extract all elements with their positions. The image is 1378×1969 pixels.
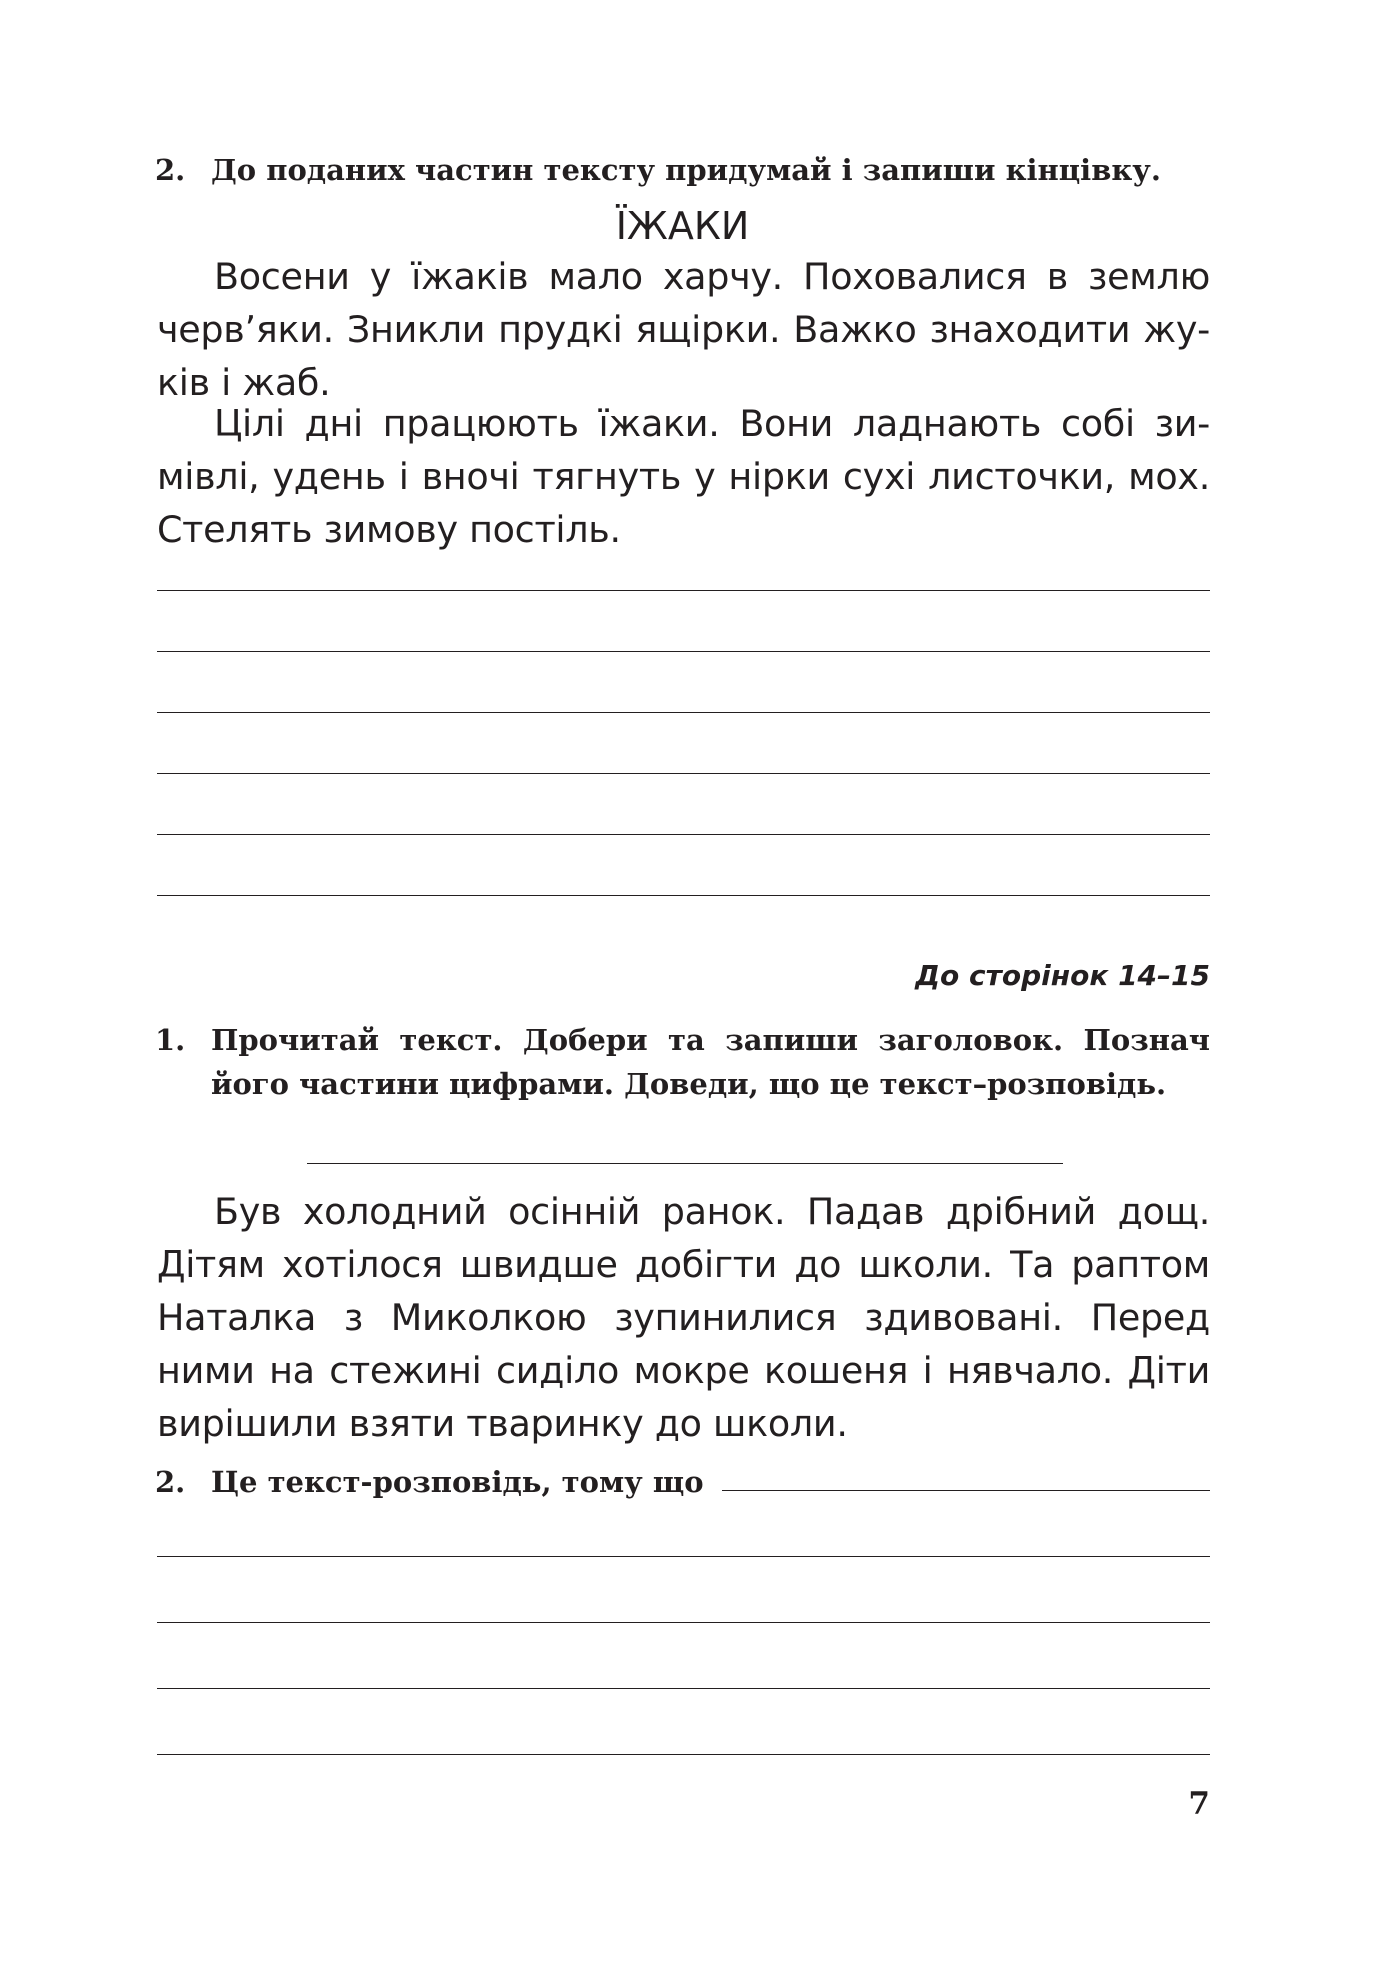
story-paragraph-3: [157, 1185, 1210, 1450]
text-line: ків і жаб.: [157, 361, 331, 404]
task-text: Це текст-розповідь, тому що: [211, 1465, 704, 1499]
task-text: Прочитай текст. Добери та запиши заголовок. Познач його частини цифрами. Доведи, що це текст–розповідь.: [211, 1023, 1210, 1101]
text-line: мівлі, удень і вночі тягнуть у нірки сухі листочки, мох.: [157, 455, 1210, 498]
text-line: Дітям хотілося швидше добігти до школи. Та раптом: [157, 1243, 1210, 1286]
task-text: До поданих частин тексту придумай і запиши кінцівку.: [211, 153, 1161, 187]
answer-line[interactable]: [157, 1754, 1210, 1755]
answer-line[interactable]: [157, 834, 1210, 835]
text-line: черв’яки. Зникли прудкі ящірки. Важко знаходити жу-: [157, 308, 1210, 351]
title-answer-line[interactable]: [307, 1163, 1063, 1164]
text-line: Восени у їжаків мало харчу. Поховалися в землю: [214, 255, 1210, 298]
answer-line[interactable]: [157, 651, 1210, 652]
story-title: ЇЖАКИ: [615, 204, 750, 248]
page-reference: До сторінок 14–15: [915, 959, 1210, 992]
text-line: Цілі дні працюють їжаки. Вони ладнають собі зи-: [214, 402, 1210, 445]
story-paragraph-2: [157, 397, 1210, 556]
answer-line[interactable]: [157, 1556, 1210, 1557]
text-line: Наталка з Миколкою зупинилися здивовані. Перед: [157, 1296, 1210, 1339]
task-number: 2.: [155, 1465, 186, 1499]
text-line: ними на стежині сиділо мокре кошеня і нявчало. Діти: [157, 1349, 1210, 1392]
answer-line[interactable]: [157, 895, 1210, 896]
answer-line[interactable]: [157, 773, 1210, 774]
task-2-prompt: [155, 1460, 755, 1504]
answer-line[interactable]: [157, 590, 1210, 591]
task-1-instruction: [155, 1018, 1210, 1106]
text-line: вирішили взяти тваринку до школи.: [157, 1402, 848, 1445]
task-2-instruction: [155, 148, 1210, 192]
text-line: Стелять зимову постіль.: [157, 508, 621, 551]
answer-line[interactable]: [722, 1490, 1210, 1491]
story-paragraph-1: [157, 250, 1210, 409]
text-line: Був холодний осінній ранок. Падав дрібний дощ.: [214, 1190, 1210, 1233]
task-number: 1.: [155, 1023, 186, 1057]
answer-line[interactable]: [157, 1688, 1210, 1689]
answer-line[interactable]: [157, 1622, 1210, 1623]
page-number: 7: [1188, 1786, 1210, 1822]
answer-line[interactable]: [157, 712, 1210, 713]
task-number: 2.: [155, 153, 186, 187]
